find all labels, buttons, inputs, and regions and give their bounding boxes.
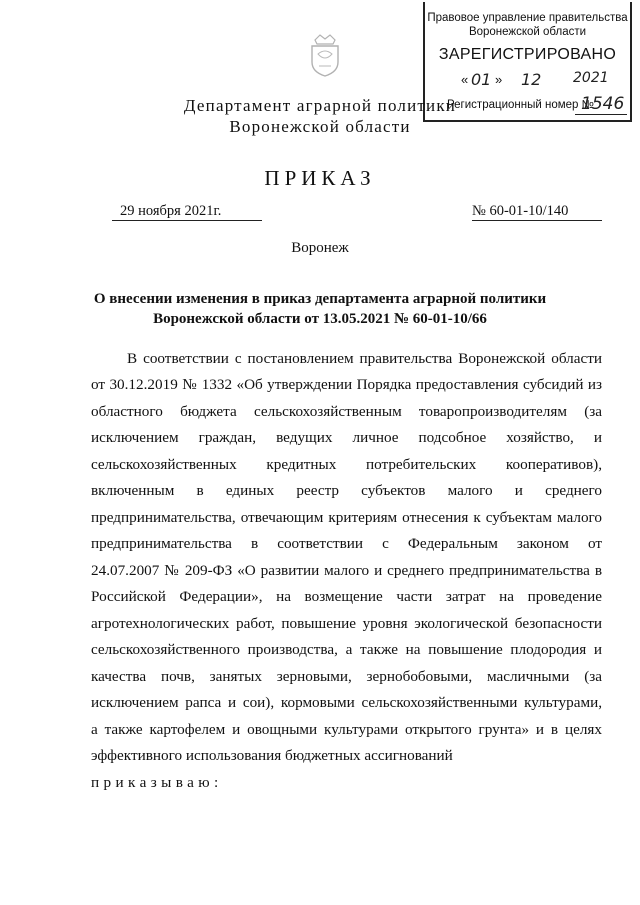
coat-of-arms-emblem <box>306 32 344 78</box>
body-line: В соответствии с постановлением правительства Воронежской области <box>127 350 602 367</box>
department-name-line1: Департамент аграрной политики <box>183 96 457 115</box>
stamp-organization-line2: Воронежской области <box>468 26 587 38</box>
body-line: качества почв, занятых зерновыми, зернобобовыми, масличными (за <box>91 668 602 685</box>
document-date: 29 ноября 2021г. <box>112 203 262 221</box>
body-line: исключением граждан, ведущих личное подсобное хозяйство, и <box>91 429 602 446</box>
body-line: а также картофелем и овощными культурами открытого грунта» и в целях <box>91 721 602 738</box>
stamp-day: 01 <box>471 70 492 89</box>
subject-line-1: О внесении изменения в приказ департамента аграрной политики <box>93 291 547 307</box>
body-line: сельскохозяйственного производства, а также на повышение плодородия и <box>91 641 602 658</box>
stamp-organization-line1: Правовое управление правительства <box>427 12 628 24</box>
order-word: приказываю: <box>91 774 223 791</box>
body-line: включенным в единых реестр субъектов малого и среднего <box>91 482 602 499</box>
body-line: Российской Федерации», на возмещение части затрат на проведение <box>91 588 602 605</box>
body-line: эффективного использования бюджетных ассигнований <box>91 747 453 764</box>
stamp-year: 2021 <box>573 70 609 86</box>
subject-line-2: Воронежской области от 13.05.2021 № 60-01-10/66 <box>153 311 487 327</box>
body-line: от 30.12.2019 № 1332 «Об утверждении Порядка предоставления субсидий из <box>91 376 602 393</box>
stamp-close-quote: » <box>495 72 503 87</box>
body-line: агротехнологических работ, повышение уровня экологической безопасности <box>91 615 602 632</box>
body-line: предпринимательства, отвечающим критериям отнесения к субъектам малого <box>91 509 602 526</box>
body-line: исключением рапса и сои), кормовыми сельскохозяйственными культурами, <box>91 694 602 711</box>
document-title: ПРИКАЗ <box>264 166 376 190</box>
document-number: № 60-01-10/140 <box>472 203 602 221</box>
stamp-open-quote: « <box>461 72 469 87</box>
document-city: Воронеж <box>291 240 349 256</box>
body-line: 24.07.2007 № 209-ФЗ «О развитии малого и среднего предпринимательства в <box>91 562 602 579</box>
stamp-number: 1546 <box>581 94 625 114</box>
body-line: сельскохозяйственных кредитных потребительских кооперативов), <box>91 456 602 473</box>
body-line: областного бюджета сельскохозяйственным товаропроизводителям (за <box>91 403 602 420</box>
stamp-number-label: Регистрационный номер № <box>447 99 594 111</box>
stamp-registered-label: ЗАРЕГИСТРИРОВАНО <box>438 46 617 63</box>
department-name-line2: Воронежской области <box>229 117 411 136</box>
body-line: предпринимательства в соответствии с Федеральным законом от <box>91 535 602 552</box>
stamp-month: 12 <box>521 70 542 89</box>
document-subject <box>60 289 580 329</box>
